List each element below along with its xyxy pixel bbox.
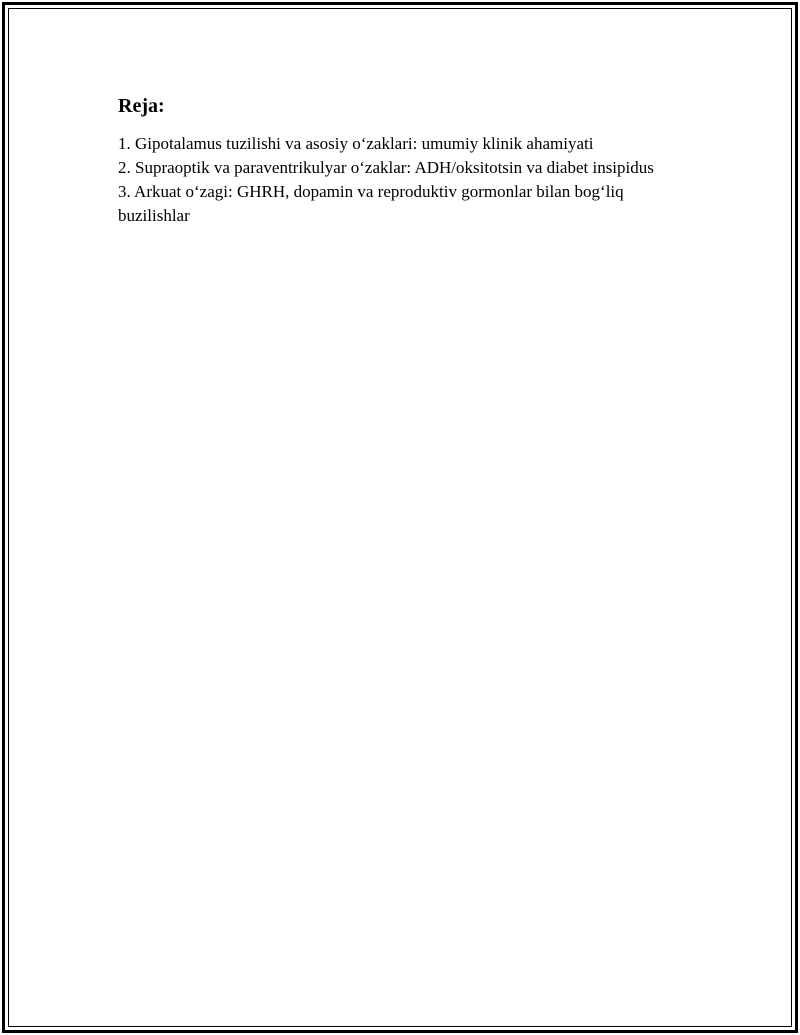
page-content: [118, 94, 688, 228]
plan-heading: Reja:: [118, 95, 165, 117]
plan-item-3: 3. Arkuat o‘zagi: GHRH, dopamin va reproduktiv gormonlar bilan bog‘liq buzilishlar: [118, 182, 624, 225]
plan-item-2: 2. Supraoptik va paraventrikulyar o‘zaklar: ADH/oksitotsin va diabet insipidus: [118, 158, 654, 177]
plan-item-1: 1. Gipotalamus tuzilishi va asosiy o‘zaklari: umumiy klinik ahamiyati: [118, 134, 594, 153]
plan-list: [118, 132, 688, 228]
